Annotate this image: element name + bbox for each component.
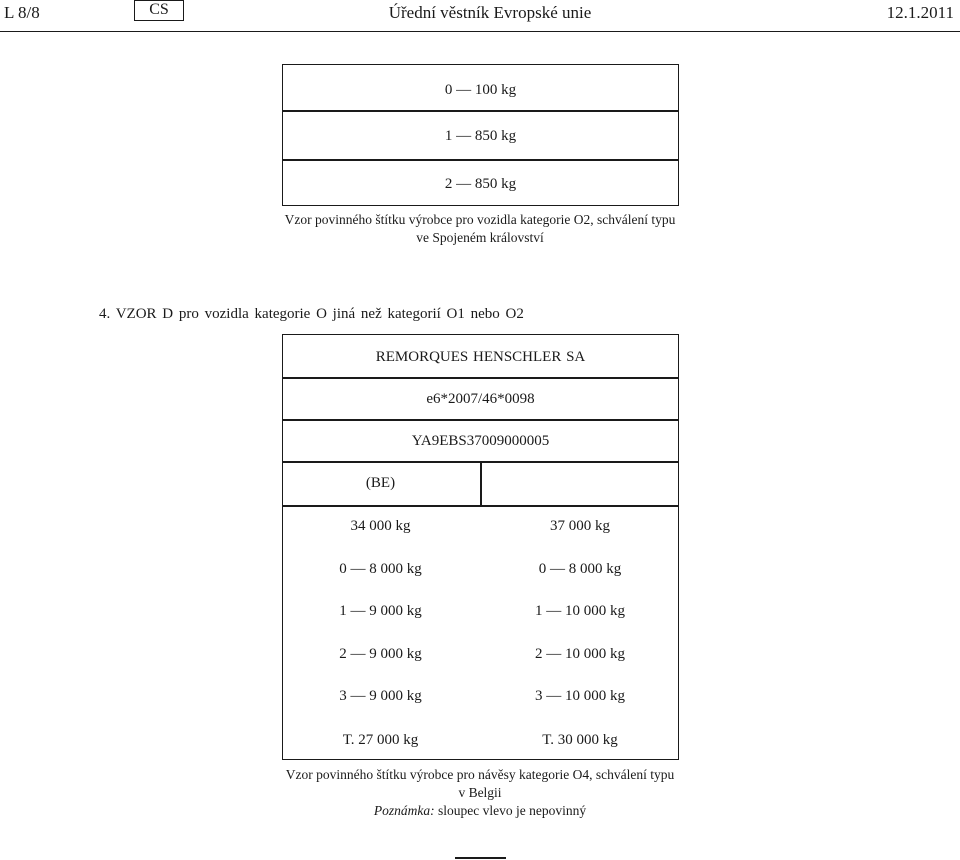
be-plate-caption-line2: v Belgii <box>458 785 502 800</box>
left-total-mass: 34 000 kg <box>350 518 411 534</box>
vehicle-identification-number: YA9EBS37009000005 <box>411 433 550 449</box>
uk-plate-caption-line2: ve Spojeném království <box>416 230 544 245</box>
journal-title: Úřední věstník Evropské unie <box>388 3 592 22</box>
plate-divider <box>283 419 678 421</box>
right-combination-mass: T. 30 000 kg <box>542 732 618 748</box>
plate-column-divider <box>480 461 482 506</box>
uk-plate-row-axle-2: 2 — 850 kg <box>444 176 517 192</box>
left-axle-1: 1 — 9 000 kg <box>339 603 422 619</box>
section-heading: 4. VZOR D pro vozidla kategorie O jiná než kategorií O1 nebo O2 <box>99 306 524 322</box>
plate-divider <box>283 159 678 161</box>
uk-plate-caption-line1: Vzor povinného štítku výrobce pro vozidla kategorie O2, schválení typu <box>284 212 676 227</box>
left-axle-3: 3 — 9 000 kg <box>339 688 422 704</box>
manufacturer-name: REMORQUES HENSCHLER SA <box>375 349 586 365</box>
plate-divider <box>283 110 678 112</box>
left-axle-2: 2 — 9 000 kg <box>339 646 422 662</box>
be-plate-note <box>180 802 780 819</box>
uk-plate-row-axle-1: 1 — 850 kg <box>444 128 517 144</box>
right-axle-0: 0 — 8 000 kg <box>538 561 622 577</box>
right-axle-3: 3 — 10 000 kg <box>535 688 625 704</box>
page-reference: L 8/8 <box>4 3 40 22</box>
footer-rule <box>455 857 506 859</box>
right-total-mass: 37 000 kg <box>550 518 610 534</box>
header-rule <box>0 31 960 32</box>
be-plate-caption-line1: Vzor povinného štítku výrobce pro návěsy kategorie O4, schválení typu <box>285 767 675 782</box>
uk-plate-row-axle-0: 0 — 100 kg <box>444 82 517 98</box>
right-axle-1: 1 — 10 000 kg <box>535 603 625 619</box>
left-axle-0: 0 — 8 000 kg <box>339 561 422 577</box>
plate-divider <box>283 377 678 379</box>
plate-divider <box>283 505 678 507</box>
note-label: Poznámka: <box>373 803 435 818</box>
country-code: (BE) <box>365 475 396 491</box>
left-combination-mass: T. 27 000 kg <box>342 732 419 748</box>
note-text: sloupec vlevo je nepovinný <box>434 803 587 818</box>
language-code: CS <box>149 1 169 18</box>
publication-date: 12.1.2011 <box>886 3 954 22</box>
type-approval-number: e6*2007/46*0098 <box>426 391 535 407</box>
language-badge <box>134 0 184 21</box>
right-axle-2: 2 — 10 000 kg <box>535 646 625 662</box>
